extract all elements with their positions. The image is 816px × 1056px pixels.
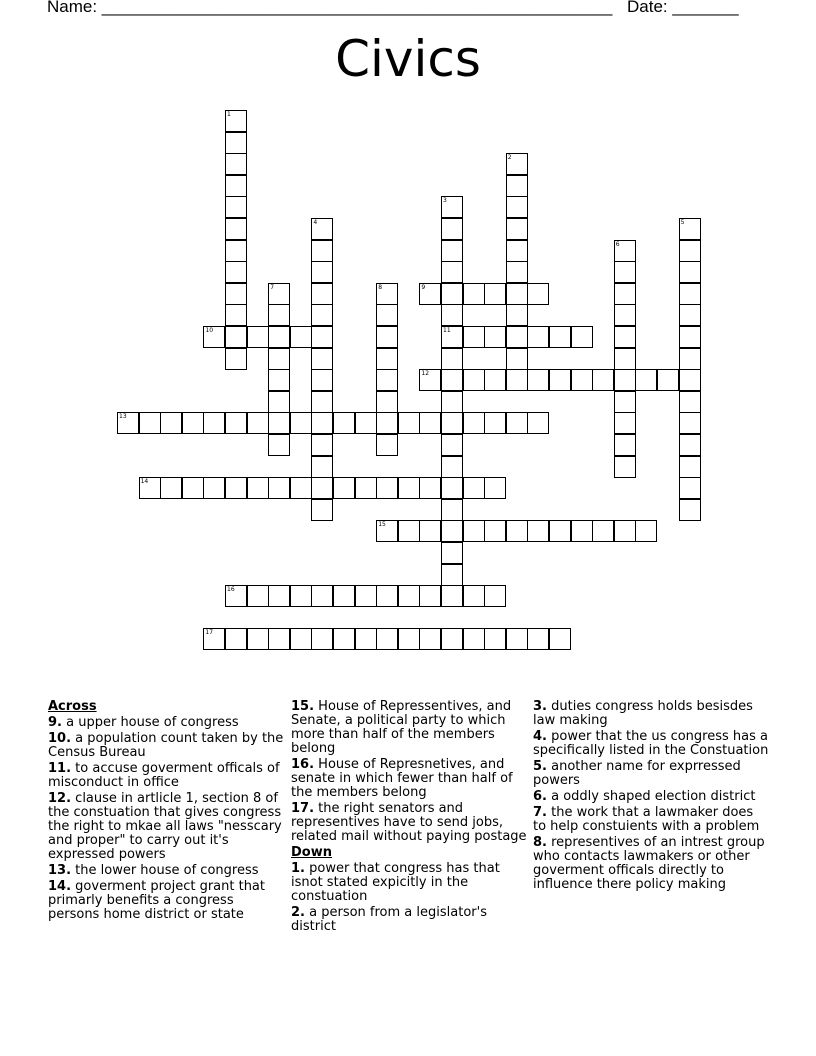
grid-cell[interactable] xyxy=(484,520,506,542)
grid-cell[interactable] xyxy=(549,369,571,391)
clue-number: 7. xyxy=(533,805,547,820)
grid-cell[interactable] xyxy=(506,520,528,542)
grid-cell[interactable] xyxy=(614,348,636,370)
grid-cell[interactable] xyxy=(463,283,485,305)
grid-cell[interactable] xyxy=(679,348,701,370)
clue-number: 8. xyxy=(533,835,547,850)
grid-cell[interactable] xyxy=(506,240,528,262)
grid-cell[interactable] xyxy=(311,348,333,370)
grid-cell[interactable] xyxy=(592,369,614,391)
grid-cell[interactable] xyxy=(268,434,290,456)
clue-number: 12. xyxy=(48,791,72,806)
grid-cell[interactable] xyxy=(614,283,636,305)
grid-cell[interactable] xyxy=(355,628,377,650)
grid-cell[interactable] xyxy=(376,585,398,607)
clues-column-1 xyxy=(48,700,284,924)
date-field-label: Date: _______ xyxy=(627,0,739,16)
cell-number: 7 xyxy=(270,283,275,291)
grid-cell[interactable] xyxy=(441,218,463,240)
grid-cell[interactable] xyxy=(225,218,247,240)
grid-cell[interactable] xyxy=(679,304,701,326)
grid-cell[interactable] xyxy=(679,240,701,262)
grid-cell[interactable] xyxy=(311,477,333,499)
grid-cell[interactable] xyxy=(160,477,182,499)
clue-text: the right senators and representives have to send jobs, related mail without paying postage xyxy=(291,801,527,844)
grid-cell[interactable] xyxy=(484,283,506,305)
grid-cell[interactable] xyxy=(441,628,463,650)
grid-cell[interactable] xyxy=(203,477,225,499)
grid-cell[interactable] xyxy=(225,304,247,326)
grid-cell[interactable] xyxy=(225,132,247,154)
grid-cell[interactable] xyxy=(182,477,204,499)
grid-cell[interactable] xyxy=(614,304,636,326)
clue-text: House of Repressentives, and Senate, a political party to which more than half of the members belong xyxy=(291,699,512,756)
clue-across-9 xyxy=(48,716,284,730)
grid-cell[interactable] xyxy=(441,434,463,456)
clue-down-4 xyxy=(533,730,769,758)
grid-cell[interactable] xyxy=(506,261,528,283)
clue-text: representives of an intrest group who contacts lawmakers or other goverment officals directly to influence there policy making xyxy=(533,835,765,892)
clues-column-3 xyxy=(533,700,769,894)
grid-cell[interactable] xyxy=(247,477,269,499)
grid-cell[interactable] xyxy=(679,456,701,478)
cell-number: 3 xyxy=(443,197,447,205)
grid-cell[interactable] xyxy=(376,391,398,413)
grid-cell[interactable] xyxy=(527,412,549,434)
grid-cell[interactable] xyxy=(484,628,506,650)
grid-cell[interactable] xyxy=(679,326,701,348)
grid-cell[interactable] xyxy=(441,348,463,370)
clue-text: clause in artlicle 1, section 8 of the constuation that gives congress the right to mkae all laws "nesscary and proper" to carry out it's expressed powers xyxy=(48,791,282,862)
clue-number: 1. xyxy=(291,861,305,876)
clue-number: 4. xyxy=(533,729,547,744)
grid-cell[interactable] xyxy=(484,477,506,499)
grid-cell[interactable] xyxy=(225,110,247,132)
cell-number: 14 xyxy=(140,478,149,486)
grid-cell[interactable] xyxy=(311,412,333,434)
grid-cell[interactable] xyxy=(484,585,506,607)
clue-number: 15. xyxy=(291,699,315,714)
grid-cell[interactable] xyxy=(527,326,549,348)
grid-cell[interactable] xyxy=(225,348,247,370)
grid-cell[interactable] xyxy=(398,520,420,542)
grid-cell[interactable] xyxy=(376,412,398,434)
grid-cell[interactable] xyxy=(398,477,420,499)
grid-cell[interactable] xyxy=(592,520,614,542)
clue-across-17 xyxy=(291,802,527,844)
grid-cell[interactable] xyxy=(268,304,290,326)
grid-cell[interactable] xyxy=(290,326,312,348)
grid-cell[interactable] xyxy=(376,434,398,456)
grid-cell[interactable] xyxy=(463,369,485,391)
clue-number: 6. xyxy=(533,789,547,804)
grid-cell[interactable] xyxy=(398,412,420,434)
grid-cell[interactable] xyxy=(268,326,290,348)
grid-cell[interactable] xyxy=(311,628,333,650)
clue-across-16 xyxy=(291,758,527,800)
down-heading: Down xyxy=(291,845,332,860)
grid-cell[interactable] xyxy=(419,369,441,391)
grid-cell[interactable] xyxy=(268,412,290,434)
grid-cell[interactable] xyxy=(419,585,441,607)
clue-across-10 xyxy=(48,732,284,760)
grid-cell[interactable] xyxy=(571,520,593,542)
grid-cell[interactable] xyxy=(614,520,636,542)
grid-cell[interactable] xyxy=(463,326,485,348)
grid-cell[interactable] xyxy=(679,261,701,283)
grid-cell[interactable] xyxy=(527,283,549,305)
grid-cell[interactable] xyxy=(225,240,247,262)
grid-cell[interactable] xyxy=(527,520,549,542)
grid-cell[interactable] xyxy=(441,326,463,348)
grid-cell[interactable] xyxy=(311,456,333,478)
cell-number: 11 xyxy=(443,327,451,334)
cell-number: 6 xyxy=(615,240,620,248)
grid-cell[interactable] xyxy=(268,391,290,413)
cell-number: 9 xyxy=(421,283,426,291)
grid-cell[interactable] xyxy=(333,628,355,650)
cell-number: 1 xyxy=(227,111,231,118)
grid-cell[interactable] xyxy=(247,628,269,650)
clue-number: 11. xyxy=(48,761,72,776)
grid-cell[interactable] xyxy=(225,477,247,499)
grid-cell[interactable] xyxy=(484,369,506,391)
cell-number: 15 xyxy=(378,521,386,529)
clue-number: 14. xyxy=(48,879,72,894)
grid-cell[interactable] xyxy=(398,585,420,607)
grid-cell[interactable] xyxy=(614,412,636,434)
grid-cell[interactable] xyxy=(441,542,463,564)
grid-cell[interactable] xyxy=(203,412,225,434)
grid-cell[interactable] xyxy=(635,369,657,391)
clue-down-1 xyxy=(291,862,527,904)
clue-across-11 xyxy=(48,762,284,790)
clue-text: goverment project grant that primarly benefits a congress persons home district or state xyxy=(48,879,265,922)
grid-cell[interactable] xyxy=(549,628,571,650)
clue-across-15 xyxy=(291,700,527,756)
grid-cell[interactable] xyxy=(419,412,441,434)
grid-cell[interactable] xyxy=(463,585,485,607)
clue-across-14 xyxy=(48,880,284,922)
clue-text: to accuse goverment officals of misconduct in office xyxy=(48,761,280,790)
clue-number: 3. xyxy=(533,699,547,714)
grid-cell[interactable] xyxy=(376,348,398,370)
clue-text: duties congress holds besisdes law making xyxy=(533,699,753,728)
grid-cell[interactable] xyxy=(311,434,333,456)
grid-cell[interactable] xyxy=(441,499,463,521)
grid-cell[interactable] xyxy=(441,412,463,434)
grid-cell[interactable] xyxy=(376,369,398,391)
grid-cell[interactable] xyxy=(355,412,377,434)
clue-text: power that congress has that isnot stated expicitly in the constuation xyxy=(291,861,500,904)
grid-cell[interactable] xyxy=(268,585,290,607)
grid-cell[interactable] xyxy=(506,348,528,370)
grid-cell[interactable] xyxy=(484,326,506,348)
grid-cell[interactable] xyxy=(225,628,247,650)
clue-down-7 xyxy=(533,806,769,834)
grid-cell[interactable] xyxy=(506,326,528,348)
page-title: Civics xyxy=(335,30,481,88)
clue-text: a person from a legislator's district xyxy=(291,905,487,934)
grid-cell[interactable] xyxy=(311,283,333,305)
cell-number: 17 xyxy=(205,629,214,637)
clue-number: 17. xyxy=(291,801,315,816)
grid-cell[interactable] xyxy=(571,326,593,348)
grid-cell[interactable] xyxy=(506,175,528,197)
grid-cell[interactable] xyxy=(268,628,290,650)
grid-cell[interactable] xyxy=(441,585,463,607)
grid-cell[interactable] xyxy=(376,520,398,542)
grid-cell[interactable] xyxy=(441,261,463,283)
grid-cell[interactable] xyxy=(441,283,463,305)
grid-cell[interactable] xyxy=(506,369,528,391)
grid-cell[interactable] xyxy=(225,153,247,175)
grid-cell[interactable] xyxy=(549,326,571,348)
grid-cell[interactable] xyxy=(571,369,593,391)
grid-cell[interactable] xyxy=(311,261,333,283)
grid-cell[interactable] xyxy=(441,369,463,391)
grid-cell[interactable] xyxy=(376,283,398,305)
grid-cell[interactable] xyxy=(203,326,225,348)
cell-number: 13 xyxy=(119,413,127,421)
grid-cell[interactable] xyxy=(117,412,139,434)
clue-text: a oddly shaped election district xyxy=(551,789,756,804)
grid-cell[interactable] xyxy=(225,175,247,197)
grid-cell[interactable] xyxy=(463,628,485,650)
clue-number: 16. xyxy=(291,757,315,772)
grid-cell[interactable] xyxy=(311,391,333,413)
grid-cell[interactable] xyxy=(679,477,701,499)
grid-cell[interactable] xyxy=(268,477,290,499)
grid-cell[interactable] xyxy=(160,412,182,434)
grid-cell[interactable] xyxy=(679,369,701,391)
grid-cell[interactable] xyxy=(441,456,463,478)
grid-cell[interactable] xyxy=(311,585,333,607)
clue-text: the lower house of congress xyxy=(75,863,259,878)
cell-number: 2 xyxy=(507,154,512,162)
grid-cell[interactable] xyxy=(311,369,333,391)
name-field-label: Name: ______________________________________________________ xyxy=(47,0,613,16)
cell-number: 10 xyxy=(205,327,214,334)
clue-down-2 xyxy=(291,906,527,934)
grid-cell[interactable] xyxy=(333,477,355,499)
clue-down-8 xyxy=(533,836,769,892)
grid-cell[interactable] xyxy=(657,369,679,391)
clue-down-3 xyxy=(533,700,769,728)
grid-cell[interactable] xyxy=(484,412,506,434)
clue-number: 10. xyxy=(48,731,72,746)
grid-cell[interactable] xyxy=(225,261,247,283)
grid-cell[interactable] xyxy=(203,628,225,650)
clue-text: a upper house of congress xyxy=(66,715,239,730)
grid-cell[interactable] xyxy=(549,520,571,542)
grid-cell[interactable] xyxy=(614,391,636,413)
grid-cell[interactable] xyxy=(441,304,463,326)
grid-cell[interactable] xyxy=(247,326,269,348)
cell-number: 4 xyxy=(313,219,318,226)
grid-cell[interactable] xyxy=(441,391,463,413)
grid-cell[interactable] xyxy=(290,412,312,434)
clue-text: House of Represnetives, and senate in which fewer than half of the members belong xyxy=(291,757,513,800)
grid-cell[interactable] xyxy=(506,628,528,650)
clue-text: a population count taken by the Census Bureau xyxy=(48,731,284,760)
clue-down-5 xyxy=(533,760,769,788)
grid-cell[interactable] xyxy=(614,261,636,283)
grid-cell[interactable] xyxy=(506,153,528,175)
cell-number: 16 xyxy=(227,586,235,594)
grid-cell[interactable] xyxy=(441,477,463,499)
grid-cell[interactable] xyxy=(679,412,701,434)
clue-number: 2. xyxy=(291,905,305,920)
clue-text: the work that a lawmaker does to help constuients with a problem xyxy=(533,805,760,834)
grid-cell[interactable] xyxy=(679,283,701,305)
grid-cell[interactable] xyxy=(225,326,247,348)
grid-cell[interactable] xyxy=(679,499,701,521)
cell-number: 12 xyxy=(421,370,430,378)
cell-number: 5 xyxy=(680,219,685,226)
grid-cell[interactable] xyxy=(527,369,549,391)
grid-cell[interactable] xyxy=(333,412,355,434)
grid-cell[interactable] xyxy=(311,304,333,326)
grid-cell[interactable] xyxy=(441,196,463,218)
grid-cell[interactable] xyxy=(506,412,528,434)
grid-cell[interactable] xyxy=(355,477,377,499)
cell-number: 8 xyxy=(378,283,383,291)
grid-cell[interactable] xyxy=(290,477,312,499)
clue-across-13 xyxy=(48,864,284,878)
grid-cell[interactable] xyxy=(441,520,463,542)
grid-cell[interactable] xyxy=(463,412,485,434)
grid-cell[interactable] xyxy=(311,499,333,521)
grid-cell[interactable] xyxy=(376,304,398,326)
grid-cell[interactable] xyxy=(635,520,657,542)
grid-cell[interactable] xyxy=(225,412,247,434)
grid-cell[interactable] xyxy=(419,477,441,499)
clue-number: 13. xyxy=(48,863,72,878)
grid-cell[interactable] xyxy=(376,326,398,348)
grid-cell[interactable] xyxy=(311,240,333,262)
clue-number: 5. xyxy=(533,759,547,774)
grid-cell[interactable] xyxy=(268,369,290,391)
grid-cell[interactable] xyxy=(506,283,528,305)
grid-cell[interactable] xyxy=(139,412,161,434)
grid-cell[interactable] xyxy=(441,240,463,262)
grid-cell[interactable] xyxy=(182,412,204,434)
grid-cell[interactable] xyxy=(679,391,701,413)
grid-cell[interactable] xyxy=(527,628,549,650)
clue-text: another name for exprressed powers xyxy=(533,759,741,788)
grid-cell[interactable] xyxy=(614,434,636,456)
grid-cell[interactable] xyxy=(290,585,312,607)
grid-cell[interactable] xyxy=(225,283,247,305)
grid-cell[interactable] xyxy=(506,218,528,240)
grid-cell[interactable] xyxy=(506,304,528,326)
grid-cell[interactable] xyxy=(139,477,161,499)
grid-cell[interactable] xyxy=(614,326,636,348)
grid-cell[interactable] xyxy=(441,564,463,586)
grid-cell[interactable] xyxy=(225,196,247,218)
grid-cell[interactable] xyxy=(398,628,420,650)
clue-number: 9. xyxy=(48,715,62,730)
grid-cell[interactable] xyxy=(463,520,485,542)
grid-cell[interactable] xyxy=(225,585,247,607)
grid-cell[interactable] xyxy=(247,585,269,607)
clues-column-2 xyxy=(291,700,527,936)
grid-cell[interactable] xyxy=(311,326,333,348)
clue-across-12 xyxy=(48,792,284,862)
grid-cell[interactable] xyxy=(419,520,441,542)
grid-cell[interactable] xyxy=(268,348,290,370)
clue-text: power that the us congress has a specifically listed in the Constuation xyxy=(533,729,769,758)
grid-cell[interactable] xyxy=(268,283,290,305)
grid-cell[interactable] xyxy=(614,456,636,478)
grid-cell[interactable] xyxy=(463,477,485,499)
grid-cell[interactable] xyxy=(614,240,636,262)
clue-down-6 xyxy=(533,790,769,804)
grid-cell[interactable] xyxy=(290,628,312,650)
grid-cell[interactable] xyxy=(679,218,701,240)
grid-cell[interactable] xyxy=(333,585,355,607)
grid-cell[interactable] xyxy=(419,628,441,650)
grid-cell[interactable] xyxy=(376,477,398,499)
grid-cell[interactable] xyxy=(376,628,398,650)
grid-cell[interactable] xyxy=(614,369,636,391)
grid-cell[interactable] xyxy=(355,585,377,607)
across-heading: Across xyxy=(48,699,97,714)
grid-cell[interactable] xyxy=(679,434,701,456)
grid-cell[interactable] xyxy=(419,283,441,305)
grid-cell[interactable] xyxy=(311,218,333,240)
grid-cell[interactable] xyxy=(247,412,269,434)
grid-cell[interactable] xyxy=(506,196,528,218)
